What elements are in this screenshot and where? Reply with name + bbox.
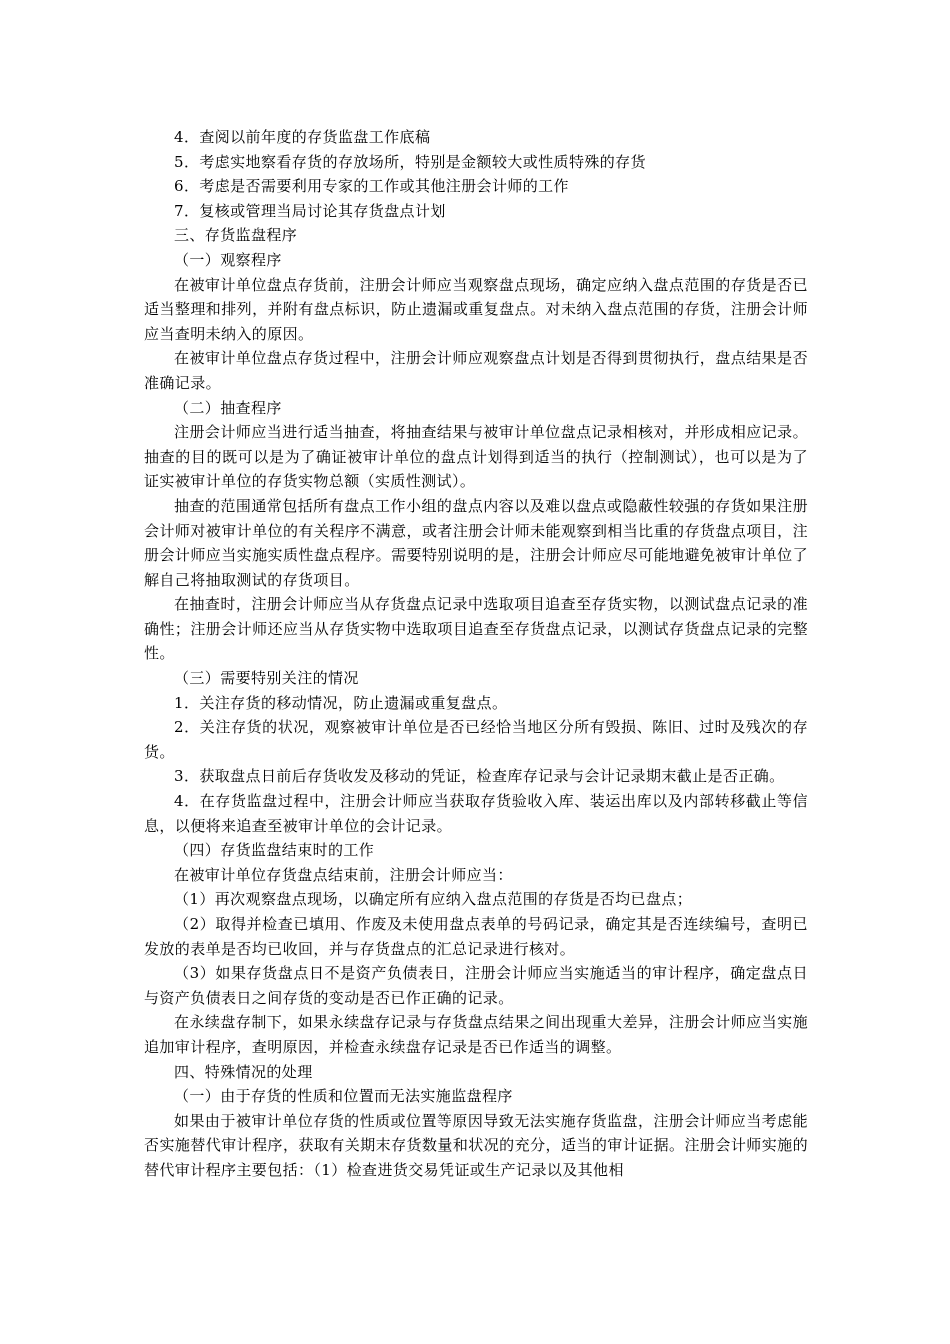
- paragraph: 在永续盘存制下，如果永续盘存记录与存货盘点结果之间出现重大差异，注册会计师应当实施追加审计程序，查明原因，并检查永续盘存记录是否已作适当的调整。: [144, 1013, 808, 1056]
- section-heading: 四、特殊情况的处理: [174, 1062, 313, 1081]
- subsection-heading: （一）由于存货的性质和位置而无法实施监盘程序: [174, 1087, 513, 1106]
- list-item: 4．查阅以前年度的存货监盘工作底稿: [174, 128, 431, 146]
- list-item: （1）再次观察盘点现场，以确定所有应纳入盘点范围的存货是否均已盘点；: [174, 890, 693, 909]
- subsection-heading: （四）存货监盘结束时的工作: [174, 841, 375, 860]
- paragraph: 如果由于被审计单位存货的性质或位置等原因导致无法实施存货监盘，注册会计师应当考虑能否实施替代审计程序，获取有关期末存货数量和状况的充分，适当的审计证据。注册会计师实施的替代审计程序主要包括：（1）检查进货交易凭证或生产记录以及其他相: [144, 1111, 808, 1179]
- list-item: 4．在存货监盘过程中，注册会计师应当获取存货验收入库、装运出库以及内部转移截止等信息，以便将来追查至被审计单位的会计记录。: [144, 792, 808, 835]
- paragraph: 抽查的范围通常包括所有盘点工作小组的盘点内容以及难以盘点或隐蔽性较强的存货如果注册会计师对被审计单位的有关程序不满意，或者注册会计师未能观察到相当比重的存货盘点项目，注册会计师应当实施实质性盘点程序。需要特别说明的是，注册会计师应尽可能地避免被审计单位了解自己将抽取测试的存货项目。: [144, 496, 808, 589]
- list-item: 7．复核或管理当局讨论其存货盘点计划: [174, 201, 446, 220]
- paragraph: 在被审计单位盘点存货过程中，注册会计师应观察盘点计划是否得到贯彻执行，盘点结果是否准确记录。: [144, 349, 808, 392]
- list-item: 6．考虑是否需要利用专家的工作或其他注册会计师的工作: [174, 177, 569, 196]
- section-heading: 三、存货监盘程序: [174, 226, 298, 245]
- list-item: 5．考虑实地察看存货的存放场所，特别是金额较大或性质特殊的存货: [174, 152, 646, 171]
- list-item: 1．关注存货的移动情况，防止遗漏或重复盘点。: [174, 693, 508, 712]
- paragraph: 注册会计师应当进行适当抽查，将抽查结果与被审计单位盘点记录相核对，并形成相应记录。抽查的目的既可以是为了确证被审计单位的盘点计划得到适当的执行（控制测试），也可以是为了证实被审计单位的存货实物总额（实质性测试）。: [144, 423, 808, 491]
- subsection-heading: （二）抽查程序: [174, 398, 282, 417]
- subsection-heading: （一）观察程序: [174, 250, 282, 269]
- list-item: 3．获取盘点日前后存货收发及移动的凭证，检查库存记录与会计记录期末截止是否正确。: [174, 767, 785, 786]
- document-body: [144, 125, 808, 1183]
- paragraph: 在被审计单位存货盘点结束前，注册会计师应当：: [174, 865, 513, 884]
- paragraph: 在被审计单位盘点存货前，注册会计师应当观察盘点现场，确定应纳入盘点范围的存货是否已适当整理和排列，并附有盘点标识，防止遗漏或重复盘点。对未纳入盘点范围的存货，注册会计师应当查明未纳入的原因。: [144, 275, 808, 343]
- list-item: 2．关注存货的状况，观察被审计单位是否已经恰当地区分所有毁损、陈旧、过时及残次的存货。: [144, 718, 808, 761]
- paragraph: 在抽查时，注册会计师应当从存货盘点记录中选取项目追查至存货实物，以测试盘点记录的准确性；注册会计师还应当从存货实物中选取项目追查至存货盘点记录，以测试存货盘点记录的完整性。: [144, 595, 808, 663]
- list-item: （3）如果存货盘点日不是资产负债表日，注册会计师应当实施适当的审计程序，确定盘点日与资产负债表日之间存货的变动是否已作正确的记录。: [144, 964, 808, 1007]
- list-item: （2）取得并检查已填用、作废及未使用盘点表单的号码记录，确定其是否连续编号，查明已发放的表单是否均已收回，并与存货盘点的汇总记录进行核对。: [144, 915, 808, 958]
- subsection-heading: （三）需要特别关注的情况: [174, 669, 359, 688]
